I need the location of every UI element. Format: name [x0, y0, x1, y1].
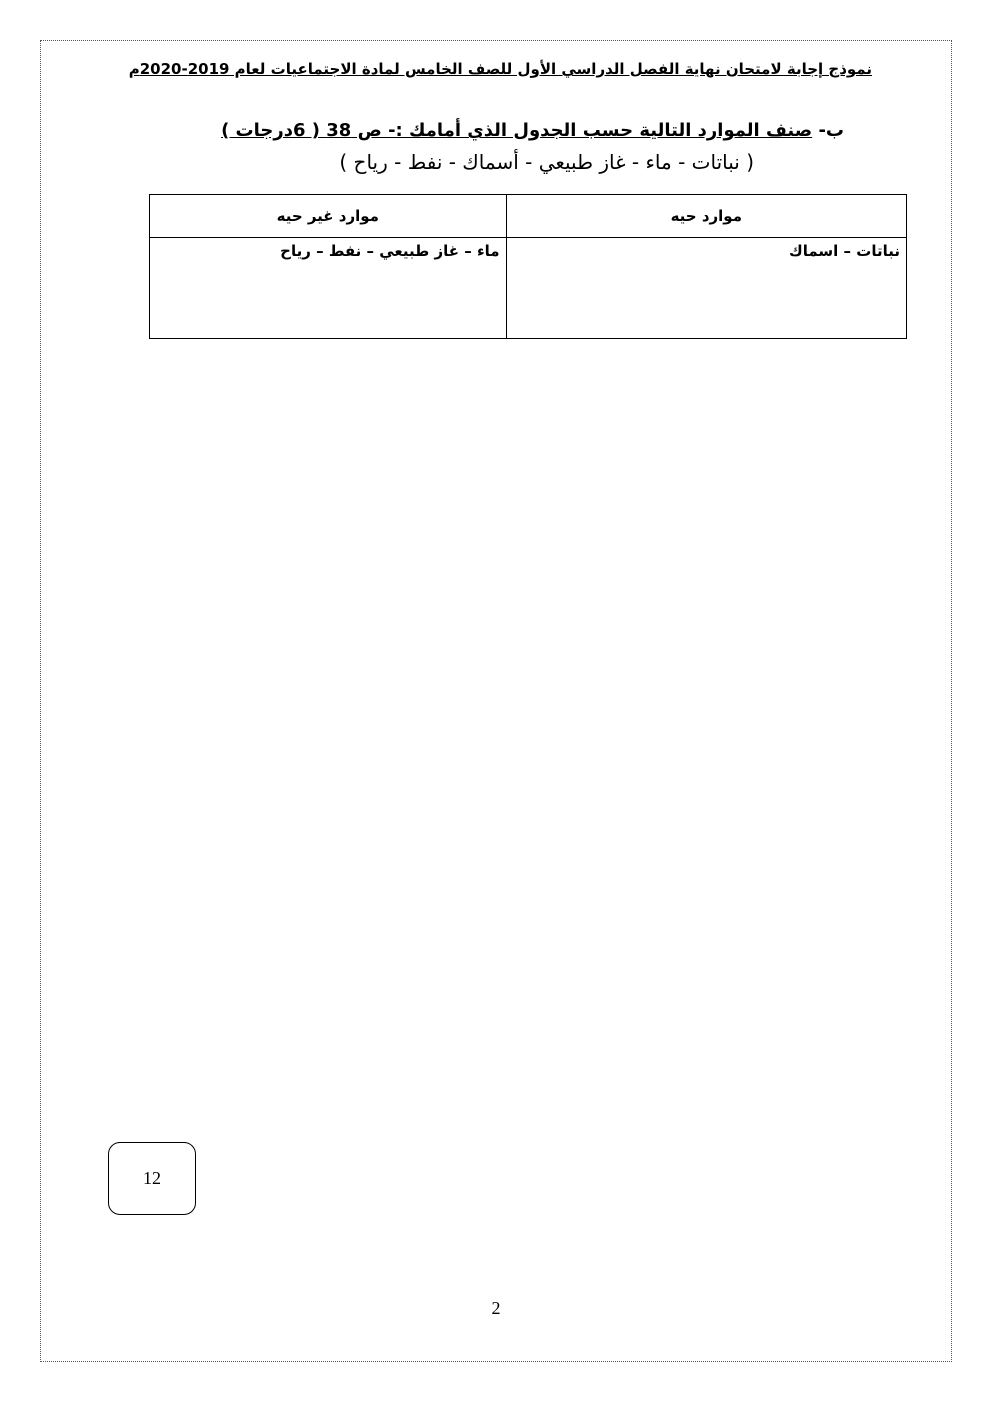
classification-table — [149, 194, 907, 339]
answer-living-resources: نباتات – اسماك — [506, 238, 906, 339]
table-row — [150, 238, 907, 339]
answer-nonliving-resources: ماء – غاز طبيعي – نفط – رياح — [150, 238, 507, 339]
table-header-row — [150, 195, 907, 238]
question-prefix: ب- — [812, 120, 844, 141]
question-text: صنف الموارد التالية حسب الجدول الذي أمامك :- ص 38 ( 6درجات ) — [221, 120, 813, 141]
score-value: 12 — [143, 1168, 161, 1188]
header-nonliving-resources: موارد غير حيه — [150, 195, 507, 238]
resource-word-list: ( نباتات - ماء - غاز طبيعي - أسماك - نفط - رياح ) — [339, 150, 754, 174]
page-number: 2 — [491, 1298, 501, 1318]
header-living-resources: موارد حيه — [506, 195, 906, 238]
score-box — [108, 1142, 196, 1215]
question-heading — [221, 120, 844, 141]
document-header: نموذج إجابة لامتحان نهاية الفصل الدراسي الأول للصف الخامس لمادة الاجتماعيات لعام 2019-2020م — [128, 60, 872, 78]
